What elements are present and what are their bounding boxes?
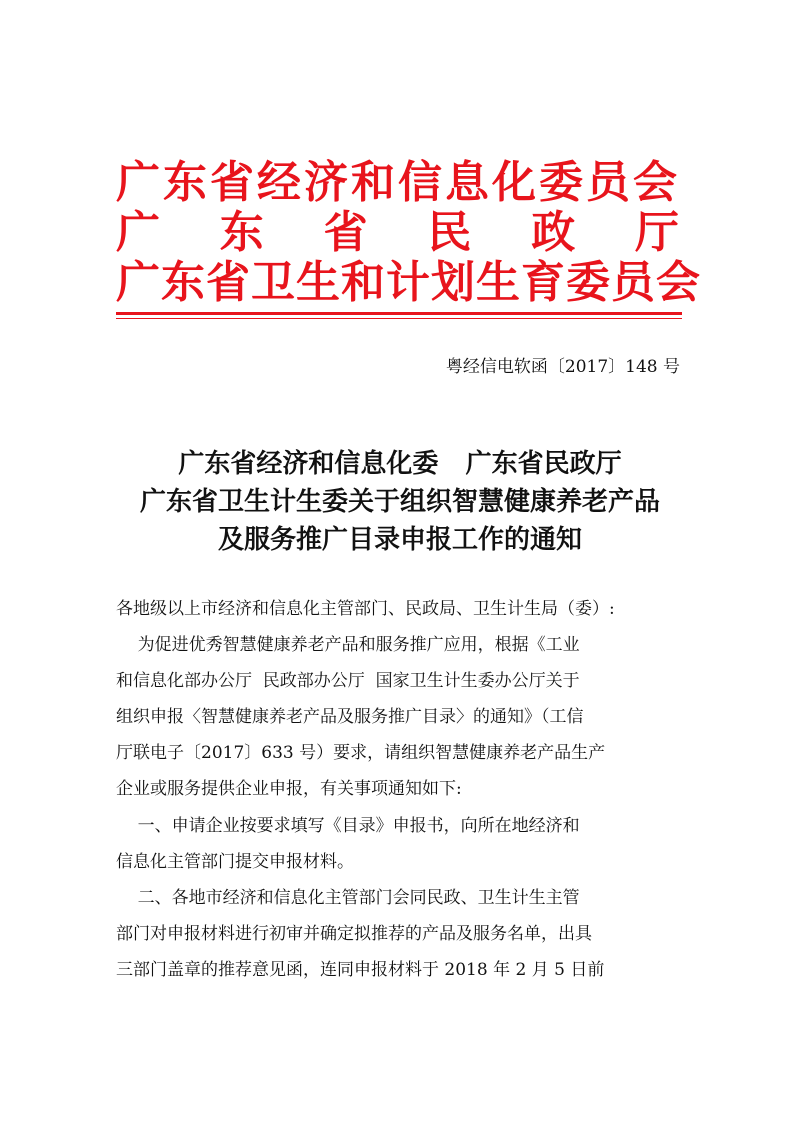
body-line: 为促进优秀智慧健康养老产品和服务推广应用，根据《工业 bbox=[116, 635, 580, 655]
header-red-rule-thin bbox=[116, 318, 682, 319]
issuing-org-civil-affairs bbox=[116, 208, 679, 258]
body-line: 二、各地市经济和信息化主管部门会同民政、卫生计生主管 bbox=[116, 888, 580, 908]
issuing-org-economy-it: 广东省经济和信息化委员会 bbox=[116, 157, 680, 208]
org-char: 民 bbox=[427, 207, 472, 258]
org-char: 省 bbox=[323, 207, 368, 258]
body-line: 企业或服务提供企业申报，有关事项通知如下: bbox=[116, 779, 462, 799]
body-line: 和信息化部办公厅 民政部办公厅 国家卫生计生委办公厅关于 bbox=[116, 671, 580, 691]
document-title-line-1: 广东省经济和信息化委 广东省民政厅 bbox=[178, 449, 622, 479]
org-char: 东 bbox=[219, 207, 264, 258]
body-line: 部门对申报材料进行初审并确定拟推荐的产品及服务名单，出具 bbox=[116, 924, 592, 944]
salutation: 各地级以上市经济和信息化主管部门、民政局、卫生计生局（委）: bbox=[116, 599, 615, 619]
document-title-line-3: 及服务推广目录申报工作的通知 bbox=[217, 525, 582, 555]
document-number: 粤经信电软函〔2017〕148 号 bbox=[445, 357, 680, 377]
body-line: 一、申请企业按要求填写《目录》申报书，向所在地经济和 bbox=[116, 816, 580, 836]
org-char: 厅 bbox=[634, 207, 679, 258]
issuing-org-health: 广东省卫生和计划生育委员会 bbox=[116, 257, 701, 308]
body-line: 三部门盖章的推荐意见函，连同申报材料于 2018 年 2 月 5 日前 bbox=[116, 960, 605, 980]
org-char: 广 bbox=[116, 207, 160, 258]
body-line: 组织申报〈智慧健康养老产品及服务推广目录〉的通知》（工信 bbox=[116, 707, 584, 727]
org-char: 政 bbox=[531, 207, 576, 258]
body-line: 厅联电子〔2017〕633 号）要求，请组织智慧健康养老产品生产 bbox=[116, 743, 606, 763]
body-line: 信息化主管部门提交申报材料。 bbox=[116, 852, 354, 872]
document-title-line-2: 广东省卫生计生委关于组织智慧健康养老产品 bbox=[139, 487, 660, 517]
header-red-rule bbox=[116, 312, 682, 315]
